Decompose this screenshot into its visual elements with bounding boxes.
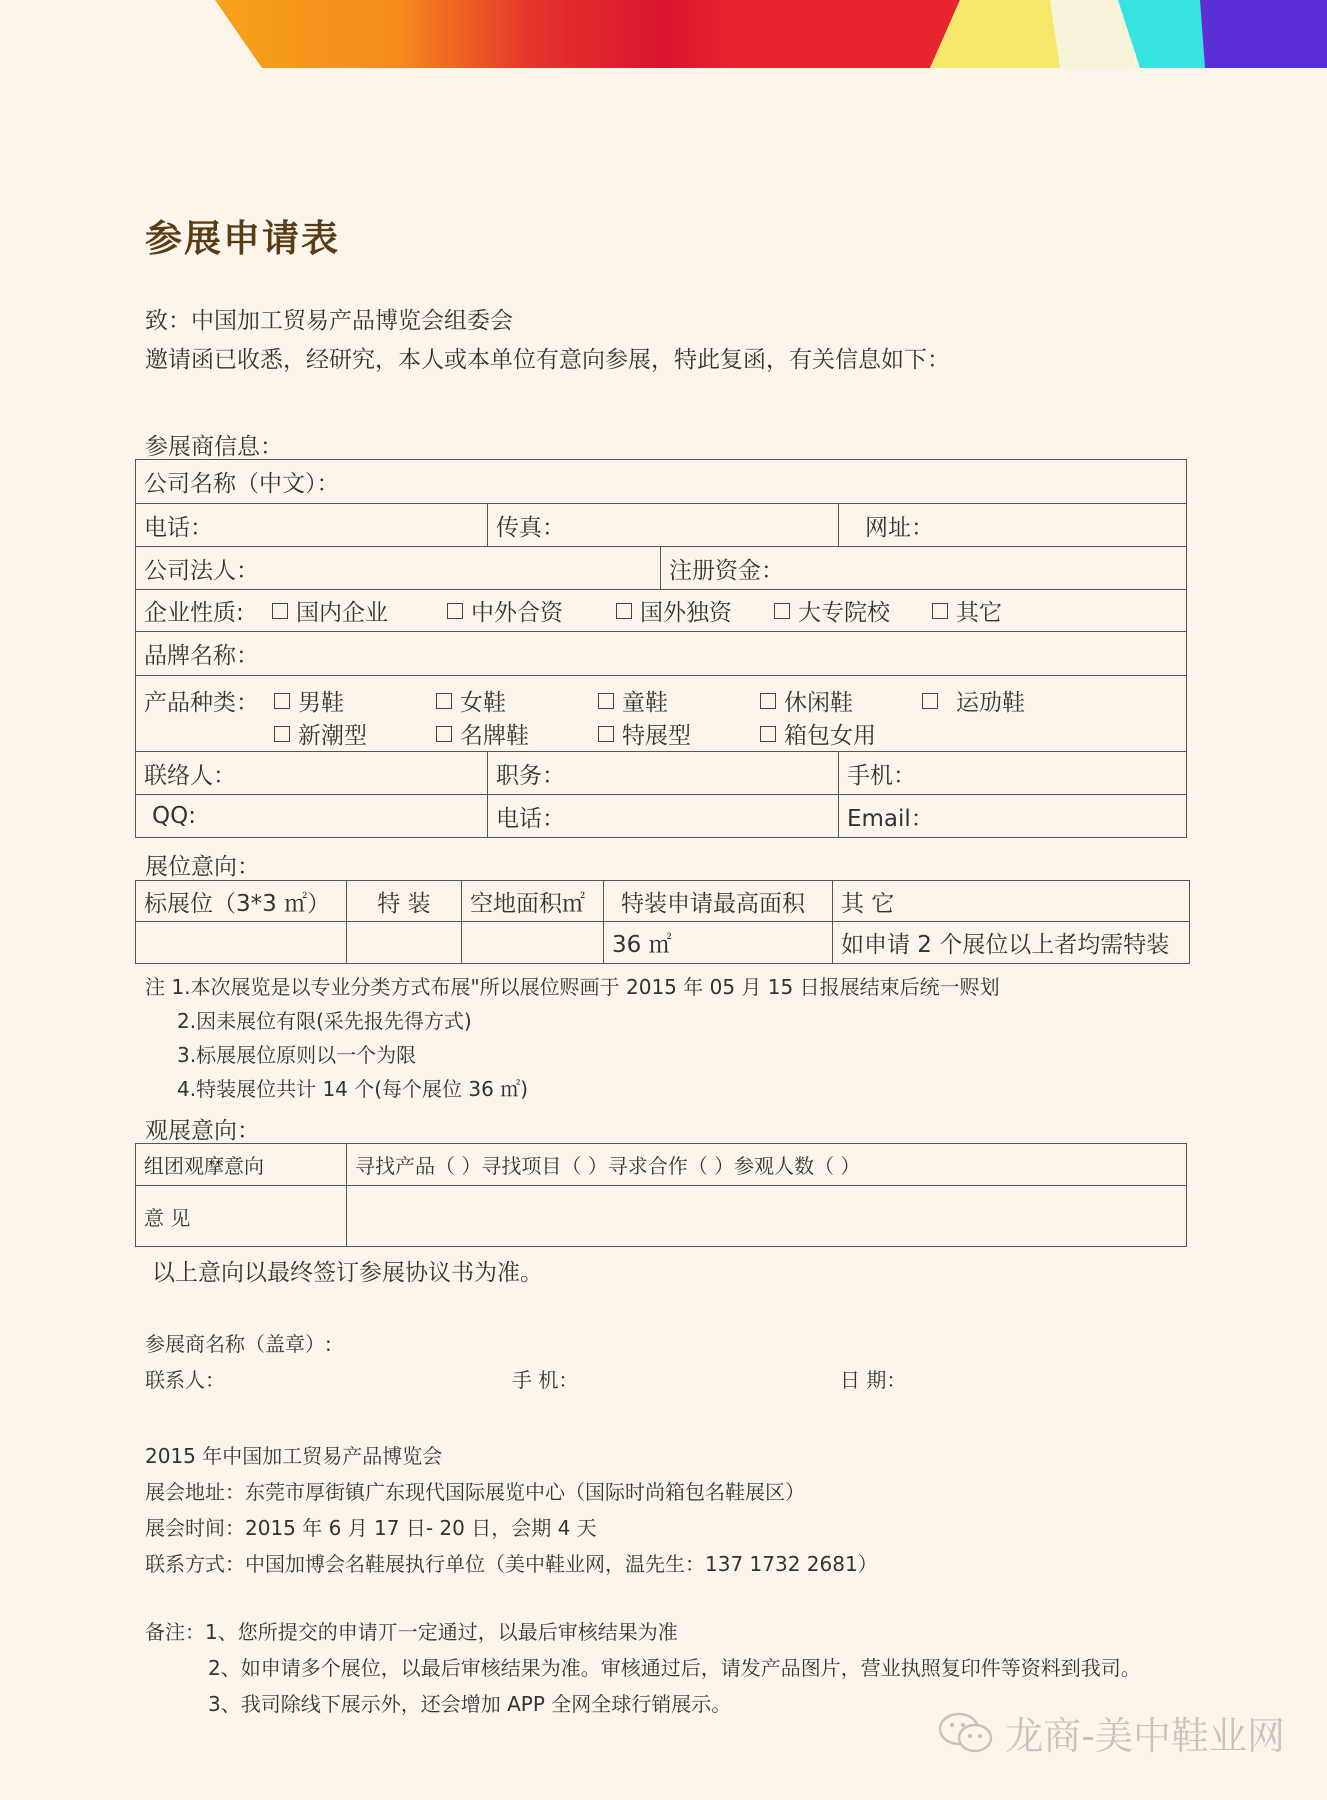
checkbox-icon[interactable] <box>272 603 288 619</box>
checkbox-icon[interactable] <box>760 693 776 709</box>
checkbox-icon[interactable] <box>436 693 452 709</box>
product-type-row1 <box>274 684 1025 717</box>
checkbox-icon[interactable] <box>598 693 614 709</box>
fax-field[interactable]: 传真： <box>487 504 838 546</box>
note-4: 4.特装展位共计 14 个(每个展位 36 ㎡) <box>177 1077 529 1101</box>
booth-header-other: 其 它 <box>832 881 1189 921</box>
booth-header-max-area: 特装申请最高面积 <box>603 881 832 921</box>
expo-name: 2015 年中国加工贸易产品博览会 <box>145 1444 443 1468</box>
checkbox-icon[interactable] <box>922 693 938 709</box>
addressee-line: 致：中国加工贸易产品博览会组委会 <box>145 308 513 334</box>
visit-group-row <box>136 1144 1186 1186</box>
option-bags[interactable]: 箱包女用 <box>760 717 876 750</box>
final-note: 以上意向以最终签订参展协议书为准。 <box>152 1260 543 1286</box>
wechat-icon <box>937 1711 995 1755</box>
option-kids[interactable]: 童鞋 <box>598 684 760 717</box>
row-product-type <box>136 676 1186 752</box>
note-1: 注 1.本次展览是以专业分类方式布展"所以展位赆画于 2015 年 05 月 15 日报展结束后统一赆划 <box>145 975 1000 999</box>
booth-value-row <box>136 922 1189 963</box>
watermark <box>937 1705 1285 1760</box>
signature-mobile: 手 机： <box>512 1368 579 1392</box>
phone2-field[interactable]: 电话： <box>487 795 838 837</box>
checkbox-icon[interactable] <box>274 726 290 742</box>
booth-header-land: 空地面积㎡ <box>461 881 603 921</box>
booth-max-area-value: 36 ㎡ <box>603 922 832 963</box>
option-foreign-owned[interactable]: 国外独资 <box>616 594 774 627</box>
booth-notes <box>145 970 1000 1106</box>
group-visit-options[interactable]: 寻找产品（ ）寻找项目（ ）寻求合作（ ）参观人数（ ） <box>346 1144 1186 1185</box>
company-name-field[interactable]: 公司名称（中文）： <box>144 471 340 497</box>
email-field[interactable]: Email： <box>838 795 1186 837</box>
exhibitor-section-label: 参展商信息： <box>145 434 283 460</box>
option-brand[interactable]: 名牌鞋 <box>436 717 598 750</box>
checkbox-icon[interactable] <box>760 726 776 742</box>
row-enterprise-type <box>136 590 1186 632</box>
enterprise-type-label: 企业性质: <box>144 600 244 626</box>
option-domestic[interactable]: 国内企业 <box>272 594 447 627</box>
option-special[interactable]: 特展型 <box>598 717 760 750</box>
option-sports[interactable]: 运劢鞋 <box>922 684 1025 717</box>
expo-contact: 联系方式：中国加博会名鞋展执行单位（美中鞋业网，温先生：137 1732 2681） <box>145 1552 878 1576</box>
checkbox-icon[interactable] <box>616 603 632 619</box>
visit-opinion-row <box>136 1186 1186 1246</box>
position-field[interactable]: 职务： <box>487 752 838 794</box>
booth-standard-input[interactable] <box>136 922 346 963</box>
option-womens[interactable]: 女鞋 <box>436 684 598 717</box>
signature-exhibitor-name: 参展商名称（盖章）: <box>145 1332 332 1356</box>
booth-header-special: 特 装 <box>346 881 461 921</box>
mobile-field[interactable]: 手机： <box>838 752 1186 794</box>
visit-table <box>135 1143 1187 1247</box>
row-qq-email <box>136 795 1186 837</box>
note-3: 3.标展展位原则以一个为限 <box>177 1043 417 1067</box>
booth-header-standard: 标展位（3*3 ㎡） <box>144 890 331 917</box>
booth-land-input[interactable] <box>461 922 603 963</box>
checkbox-icon[interactable] <box>774 603 790 619</box>
checkbox-icon[interactable] <box>436 726 452 742</box>
group-visit-label: 组团观摩意向 <box>144 1154 264 1178</box>
watermark-text: 龙商-美中鞋业网 <box>1005 1714 1285 1758</box>
option-casual[interactable]: 休闲鞋 <box>760 684 922 717</box>
remark-3: 3、我司除线下展示外，还会增加 APP 全网全球行销展示。 <box>208 1692 732 1716</box>
checkbox-icon[interactable] <box>598 726 614 742</box>
contact-field[interactable]: 联络人： <box>144 762 236 789</box>
option-college[interactable]: 大专院校 <box>774 594 932 627</box>
option-mens[interactable]: 男鞋 <box>274 684 436 717</box>
signature-date: 日 期： <box>840 1368 907 1392</box>
row-phone-fax-web <box>136 504 1186 547</box>
exhibitor-info-table <box>135 459 1187 838</box>
reg-capital-field[interactable]: 注册资金： <box>660 547 1186 589</box>
booth-header-row <box>136 881 1189 922</box>
product-type-label: 产品种类： <box>144 690 259 716</box>
checkbox-icon[interactable] <box>447 603 463 619</box>
expo-time: 展会时间：2015 年 6 月 17 日- 20 日，会期 4 天 <box>145 1516 597 1540</box>
intro-line: 邀请函已收悉，经研究，本人或本单位有意向参展，特此复函，有关信息如下： <box>145 347 950 373</box>
checkbox-icon[interactable] <box>274 693 290 709</box>
product-type-row2 <box>274 717 876 750</box>
row-brand-name <box>136 632 1186 676</box>
brand-name-field[interactable]: 品牌名称： <box>144 643 259 669</box>
signature-contact: 联系人： <box>145 1368 225 1392</box>
option-trendy[interactable]: 新潮型 <box>274 717 436 750</box>
note-2: 2.因耒展位有限(采先报先得方式) <box>177 1009 472 1033</box>
option-joint-venture[interactable]: 中外合资 <box>447 594 616 627</box>
booth-section-label: 展位意向： <box>145 854 260 880</box>
booth-other-value: 如申请 2 个展位以上者均需特装 <box>832 922 1189 963</box>
enterprise-type-field <box>136 590 1186 631</box>
booth-table <box>135 880 1190 964</box>
remark-2: 2、如申请多个展位，以最后审核结果为准。审核通过后，请发产品图片，营业执照复印件等资料到我司。 <box>208 1656 1141 1680</box>
checkbox-icon[interactable] <box>932 603 948 619</box>
expo-info <box>145 1438 878 1582</box>
legal-rep-field[interactable]: 公司法人： <box>144 557 259 584</box>
intro-block <box>145 302 950 380</box>
opinion-input[interactable] <box>346 1186 1186 1246</box>
website-field[interactable]: 网址： <box>838 504 1186 546</box>
booth-special-input[interactable] <box>346 922 461 963</box>
qq-field[interactable]: QQ: <box>152 803 196 829</box>
row-legal-capital <box>136 547 1186 590</box>
page-title: 参展申请表 <box>145 217 340 260</box>
row-contact <box>136 752 1186 795</box>
option-other[interactable]: 其它 <box>932 594 1002 627</box>
opinion-label: 意 见 <box>144 1205 191 1230</box>
visit-section-label: 观展意向： <box>145 1118 260 1144</box>
phone-field[interactable]: 电话： <box>144 514 213 541</box>
expo-address: 展会地址：东莞市厚街镇广东现代国际展览中心（国际时尚箱包名鞋展区） <box>145 1480 805 1504</box>
remark-1: 备注：1、您所提交的申请丌一定通过，以最后审核结果为准 <box>145 1620 678 1644</box>
row-company-name <box>136 460 1186 504</box>
